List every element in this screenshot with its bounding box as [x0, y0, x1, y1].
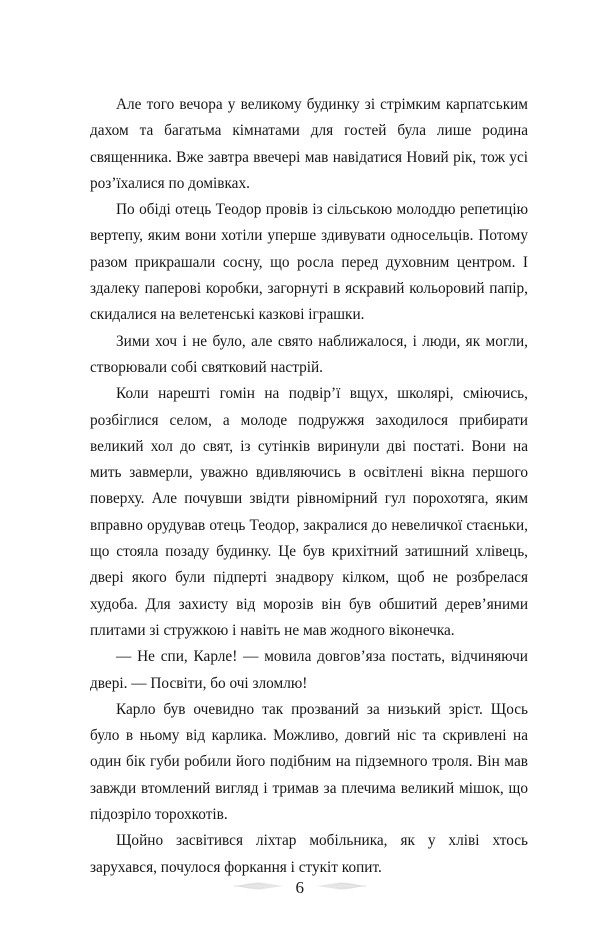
paragraph: Зими хоч і не було, але свято наближалося, і люди, як могли, створювали собі святковий настрій.	[90, 332, 528, 376]
paragraph: Щойно засвітився ліхтар мобільника, як у хліві хтось зарухався, почулося форкання і стукіт копит.	[90, 832, 528, 876]
page-body	[90, 92, 528, 881]
folio-group	[230, 878, 371, 899]
paragraph: По обіді отець Теодор провів із сільською молоддю репетицію вертепу, яким вони хотіли уперше здивувати односельців. Потому разом прикрашали сосну, що росла перед духовним центром. І здалеку паперові коробки, загорнуті в яскравий кольоровий папір, скидалися на велетенські казкові іграшки.	[90, 201, 528, 324]
paragraph: Але того вечора у великому будинку зі стрімким карпатським дахом та багатьма кімнатами для гостей була лише родина священника. Вже завтра ввечері мав навідатися Новий рік, тож усі роз’їхалися по домівках.	[90, 96, 528, 192]
paragraph-dialogue: — Не спи, Карле! — мовила довгов’яза постать, відчиняючи двері. — Посвіти, бо очі зломлю!	[90, 648, 528, 692]
page-footer	[0, 868, 600, 908]
paragraph: Карло був очевидно так прозваний за низький зріст. Щось було в ньому від карлика. Можливо, довгий ніс та скривлені на один бік губи робили його подібним на підземного троля. Він мав завжди втомлений вигляд і тримав за плечима великий мішок, що підозріло торохкотів.	[90, 700, 528, 824]
page-number: 6	[295, 878, 305, 897]
leaf-flourish-icon	[230, 878, 286, 899]
leaf-flourish-icon	[314, 878, 370, 899]
paragraph: Коли нарешті гомін на подвір’ї вщух, школярі, сміючись, розбіглися селом, а молоде подружжя заходилося прибирати великий хол до свят, із сутінків виринули дві постаті. Вони на мить завмерли, уважно вдивляючись в освітлені вікна першого поверху. Але почувши звідти рівномірний гул порохотяга, яким вправно орудував отець Теодор, закралися до невеличкої стаєньки, що стояла позаду будинку. Це був крихітний затишний хлівець, двері якого були підперті знадвору кілком, щоб не розбрелася худоба. Для захисту від морозів він був обшитий дерев’яними плитами зі стружкою і навіть не мав жодного віконечка.	[90, 385, 528, 639]
